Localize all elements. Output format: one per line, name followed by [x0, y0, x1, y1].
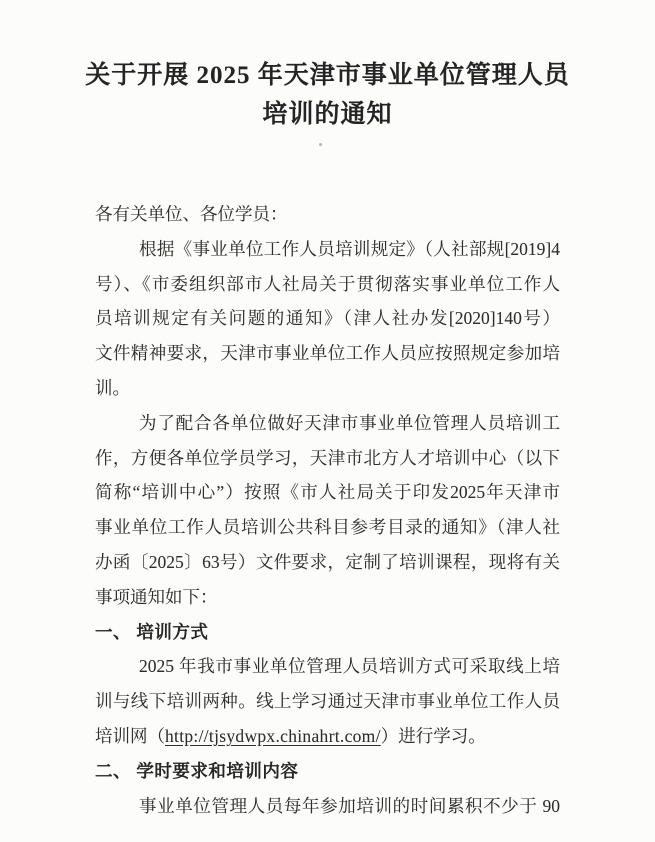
document-title-line-1: 关于开展 2025 年天津市事业单位管理人员	[85, 62, 570, 89]
paragraph-line: 为了配合各单位做好天津市事业单位管理人员培训工	[139, 412, 560, 433]
training-website-url: http://tjsydwpx.chinahrt.com/	[165, 725, 381, 746]
section-heading-1: 一、 培训方式	[95, 621, 209, 642]
paragraph-line: 训。	[95, 377, 130, 398]
paragraph-line: 事项通知如下：	[95, 586, 218, 607]
salutation: 各有关单位、各位学员：	[95, 204, 288, 224]
paragraph-line: 事业单位管理人员每年参加培训的时间累积不少于 90	[139, 795, 560, 816]
document-title-line-2: 培训的通知	[262, 101, 393, 128]
section-heading-2: 二、 学时要求和培训内容	[95, 760, 299, 781]
document-body	[95, 197, 560, 823]
url-prefix-text: 培训网（	[95, 725, 165, 746]
paragraph-line: 简称“培训中心”）按照《市人社局关于印发2025年天津市	[95, 482, 560, 503]
document-title	[0, 56, 655, 134]
paragraph-line: 文件精神要求，天津市事业单位工作人员应按照规定参加培	[95, 343, 560, 364]
paragraph-line: 事业单位工作人员培训公共科目参考目录的通知》（津人社	[95, 517, 560, 538]
url-suffix-text: ）进行学习。	[380, 725, 486, 746]
paragraph-line: 2025 年我市事业单位管理人员培训方式可采取线上培	[139, 656, 560, 677]
paragraph-line: 号）、《市委组织部市人社局关于贯彻落实事业单位工作人	[95, 273, 560, 294]
paragraph-line: 作，方便各单位学员学习，天津市北方人才培训中心（以下	[95, 447, 560, 468]
paragraph-line: 办函〔2025〕63号）文件要求，定制了培训课程，现将有关	[95, 551, 560, 572]
paragraph-line-with-url	[95, 719, 560, 754]
paragraph-line: 员培训规定有关问题的通知》（津人社办发[2020]140号）	[95, 308, 560, 329]
paragraph-line: 训与线下培训两种。线上学习通过天津市事业单位工作人员	[95, 691, 560, 712]
scan-speck	[319, 143, 322, 146]
paragraph-line: 根据《事业单位工作人员培训规定》（人社部规[2019]4	[139, 238, 560, 259]
